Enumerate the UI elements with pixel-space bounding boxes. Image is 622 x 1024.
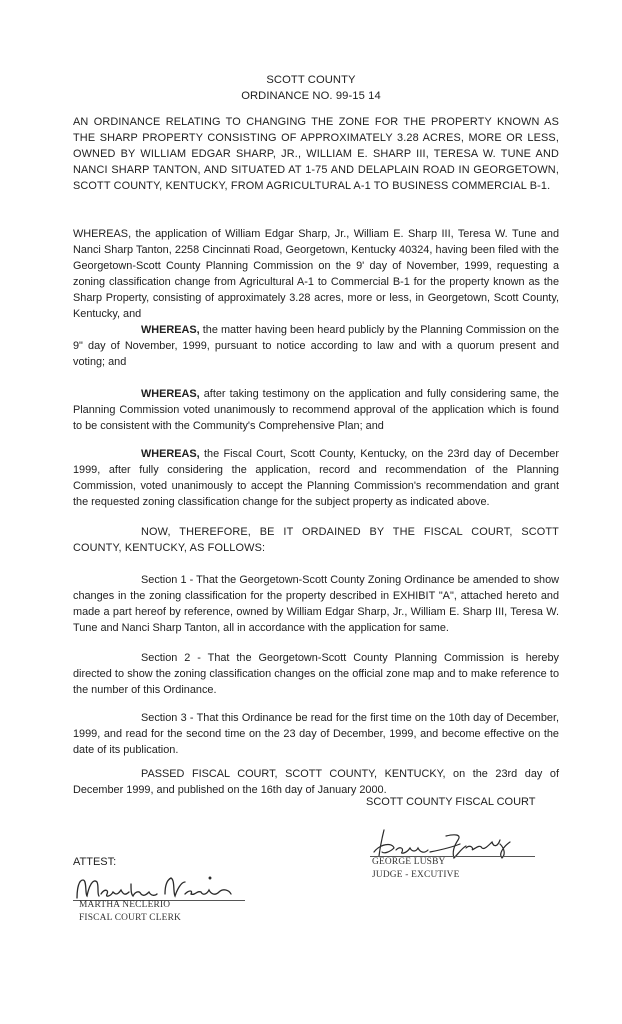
whereas-lead: WHEREAS, <box>141 388 200 400</box>
county-heading: SCOTT COUNTY <box>266 74 356 86</box>
now-therefore-paragraph: NOW, THEREFORE, BE IT ORDAINED BY THE FISCAL COURT, SCOTT COUNTY, KENTUCKY, AS FOLLOWS: <box>73 526 559 555</box>
whereas-lead: WHEREAS, <box>141 324 200 336</box>
judge-signature-block <box>370 826 550 886</box>
section-1: Section 1 - That the Georgetown-Scott County Zoning Ordinance be amended to show changes in the zoning classification for the property described in EXHIBIT "A", attached hereto and made a part hereof by reference, owned by William Edgar Sharp, Jr., William E. Sharp III, Teresa W. Tune and Nanci Sharp Tanton, all in accordance with the application for same. <box>73 574 559 635</box>
judge-name: GEORGE LUSBY <box>372 857 446 867</box>
fiscal-court-label: SCOTT COUNTY FISCAL COURT <box>366 796 536 808</box>
whereas-paragraph-2 <box>73 322 559 370</box>
whereas-text: the Fiscal Court, Scott County, Kentucky, on the 23rd day of December 1999, after fully considering the application, record and recommendation of the Planning Commission, voted unanimously to accept the Planning Commission's recommendation and grant the requested zoning classification change for the subject property as indicated above. <box>73 448 559 509</box>
clerk-signature-block <box>73 872 248 928</box>
whereas-paragraph-3 <box>73 386 559 434</box>
ordinance-number: ORDINANCE NO. 99-15 14 <box>241 90 381 102</box>
whereas-lead: WHEREAS, <box>141 448 200 460</box>
clerk-signature-image <box>73 872 248 902</box>
clerk-name: MARTHA NECLERIO <box>79 900 171 910</box>
judge-title: JUDGE - EXCUTIVE <box>372 870 460 880</box>
whereas-paragraph-4 <box>73 446 559 510</box>
whereas-paragraph-1: WHEREAS, the application of William Edgar Sharp, Jr., William E. Sharp III, Teresa W. Tune and Nanci Sharp Tanton, 2258 Cincinnati Road, Georgetown, Kentucky 40324, having been filed with the Georgetown-Scott County Planning Commission on the 9' day of November, 1999, requesting a zoning classification change from Agricultural A-1 to Commercial B-1 for the property known as the Sharp Property, consisting of approximately 3.28 acres, more or less, in Georgetown, Scott County, Kentucky, and <box>73 228 559 321</box>
ordinance-title-paragraph: AN ORDINANCE RELATING TO CHANGING THE ZONE FOR THE PROPERTY KNOWN AS THE SHARP PROPERTY CONSISTING OF APPROXIMATELY 3.28 ACRES, MORE OR LESS, OWNED BY WILLIAM EDGAR SHARP, JR., WILLIAM E. SHARP III, TERESA W. TUNE AND NANCI SHARP TANTON, AND SITUATED AT 1-75 AND DELAPLAIN ROAD IN GEORGETOWN, SCOTT COUNTY, KENTUCKY, FROM AGRICULTURAL A-1 TO BUSINESS COMMERCIAL B-1. <box>73 116 559 193</box>
passed-paragraph: PASSED FISCAL COURT, SCOTT COUNTY, KENTUCKY, on the 23rd day of December 1999, and published on the 16th day of January 2000. <box>73 768 559 797</box>
section-3: Section 3 - That this Ordinance be read for the first time on the 10th day of December, 1999, and read for the second time on the 23 day of December, 1999, and become effective on the date of its publication. <box>73 712 559 757</box>
attest-label: ATTEST: <box>73 856 117 868</box>
whereas-text: after taking testimony on the application and fully considering same, the Planning Commission voted unanimously to recommend approval of the application which is found to be consistent with the Community's Comprehensive Plan; and <box>73 388 559 433</box>
clerk-title: FISCAL COURT CLERK <box>79 913 182 923</box>
whereas-text: the matter having been heard publicly by the Planning Commission on the 9" day of November, 1999, pursuant to notice according to law and with a quorum present and voting; and <box>73 324 559 369</box>
section-2: Section 2 - That the Georgetown-Scott County Planning Commission is hereby directed to show the zoning classification changes on the official zone map and to make reference to the number of this Ordinance. <box>73 652 559 697</box>
